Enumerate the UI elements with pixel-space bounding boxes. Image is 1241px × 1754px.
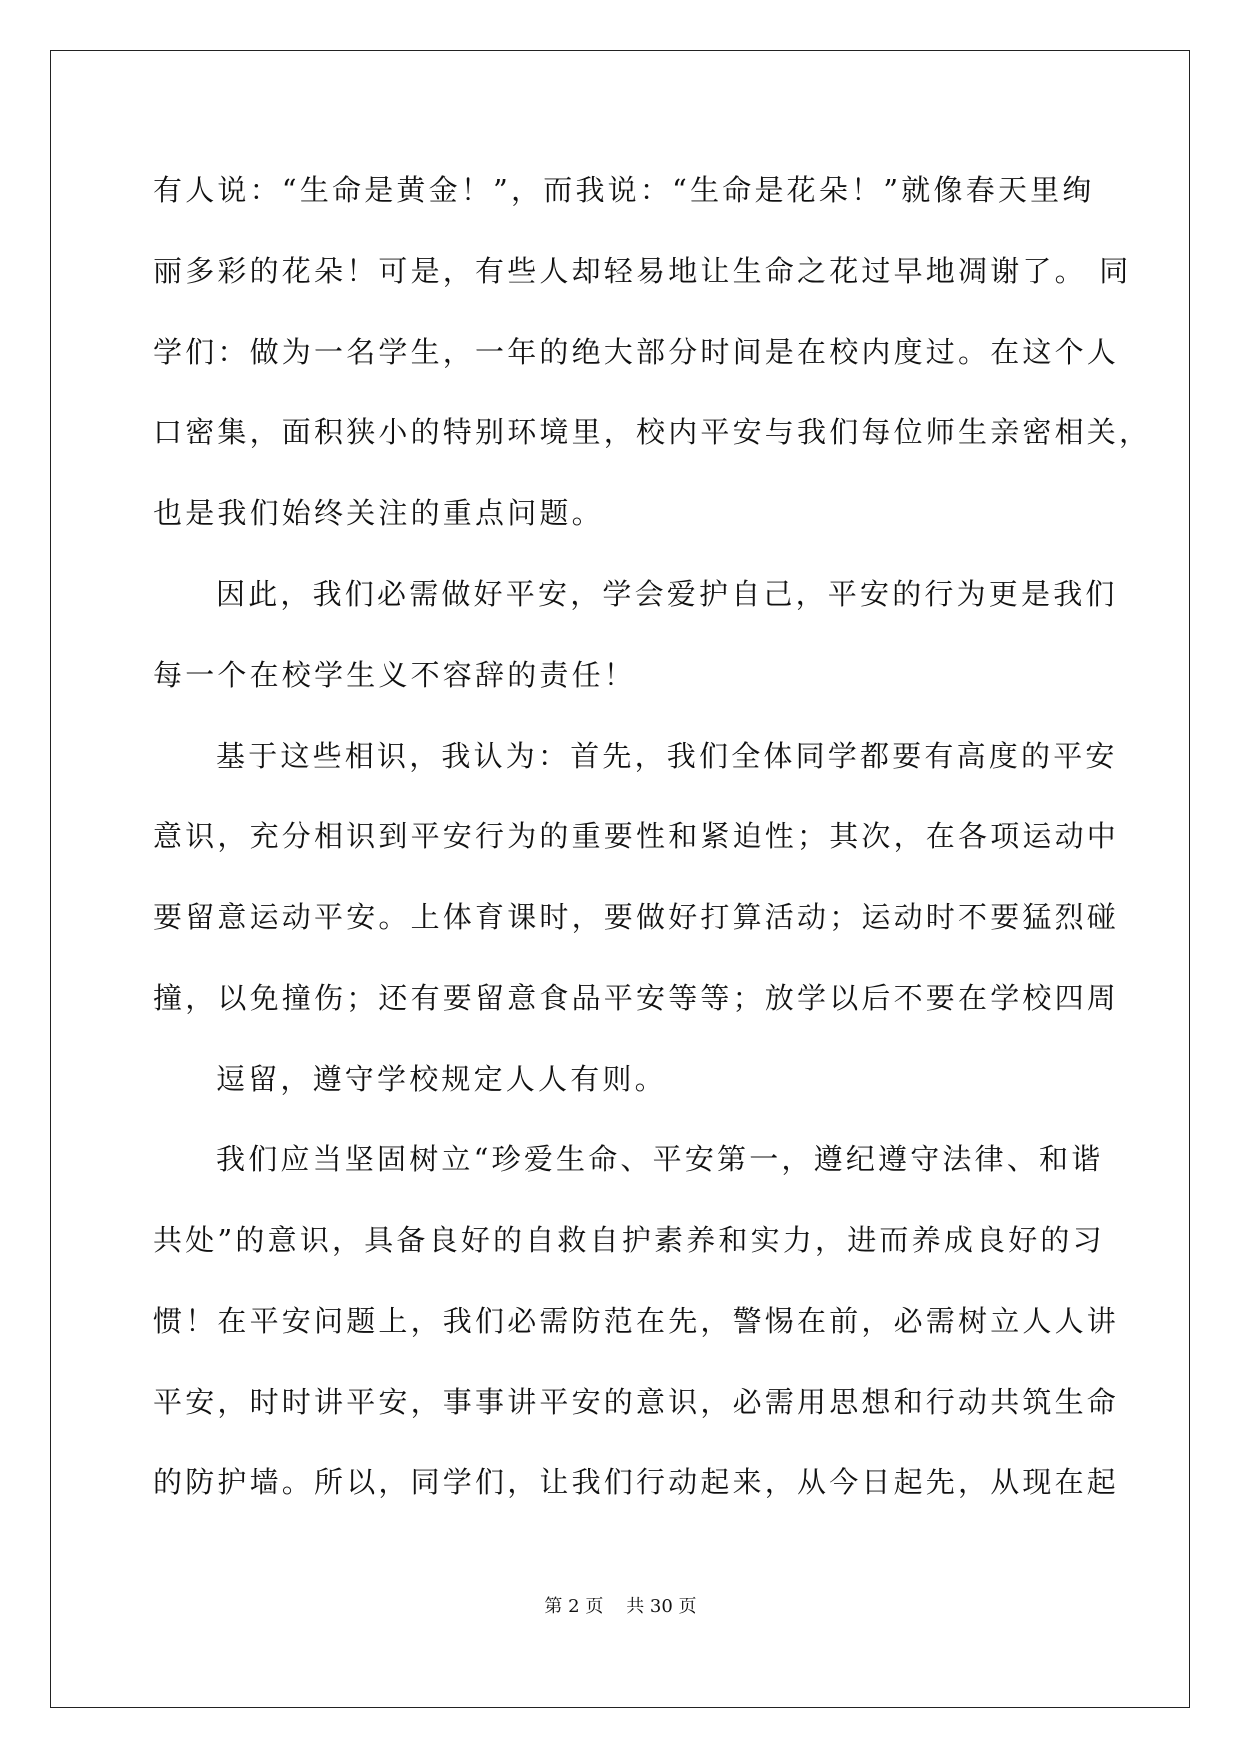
text-line: 学们：做为一名学生，一年的绝大部分时间是在校内度过。在这个人 [153,335,1120,369]
text-line: 要留意运动平安。上体育课时，要做好打算活动；运动时不要猛烈碰 [153,900,1120,934]
text-line: 的防护墙。所以，同学们，让我们行动起来，从今日起先，从现在起 [153,1465,1120,1499]
paragraph-start-line: 我们应当坚固树立“珍爱生命、平安第一，遵纪遵守法律、和谐 [216,1142,1104,1176]
paragraph-start-line: 因此，我们必需做好平安，学会爱护自己，平安的行为更是我们 [216,577,1118,611]
text-line: 共处”的意识，具备良好的自救自护素养和实力，进而养成良好的习 [153,1223,1105,1257]
page-number-footer: 第 2 页 共 30 页 [544,1596,697,1617]
paragraph-start-line: 基于这些相识，我认为：首先，我们全体同学都要有高度的平安 [216,739,1118,773]
text-line: 平安，时时讲平安，事事讲平安的意识，必需用思想和行动共筑生命 [153,1385,1120,1419]
paragraph-start-line: 逗留，遵守学校规定人人有则。 [216,1062,667,1096]
page-border [50,50,1190,1708]
text-line: 每一个在校学生义不容辞的责任！ [153,658,637,692]
text-line: 口密集，面积狭小的特别环境里，校内平安与我们每位师生亲密相关， [153,415,1152,449]
text-line: 惯！在平安问题上，我们必需防范在先，警惕在前，必需树立人人讲 [153,1304,1120,1338]
text-line: 撞，以免撞伤；还有要留意食品平安等等；放学以后不要在学校四周 [153,981,1120,1015]
text-line: 也是我们始终关注的重点问题。 [153,496,604,530]
text-line: 丽多彩的花朵！可是，有些人却轻易地让生命之花过早地凋谢了。 同 [153,254,1132,288]
text-line: 有人说：“生命是黄金！”，而我说：“生命是花朵！”就像春天里绚 [153,173,1095,207]
text-line: 意识，充分相识到平安行为的重要性和紧迫性；其次，在各项运动中 [153,819,1120,853]
